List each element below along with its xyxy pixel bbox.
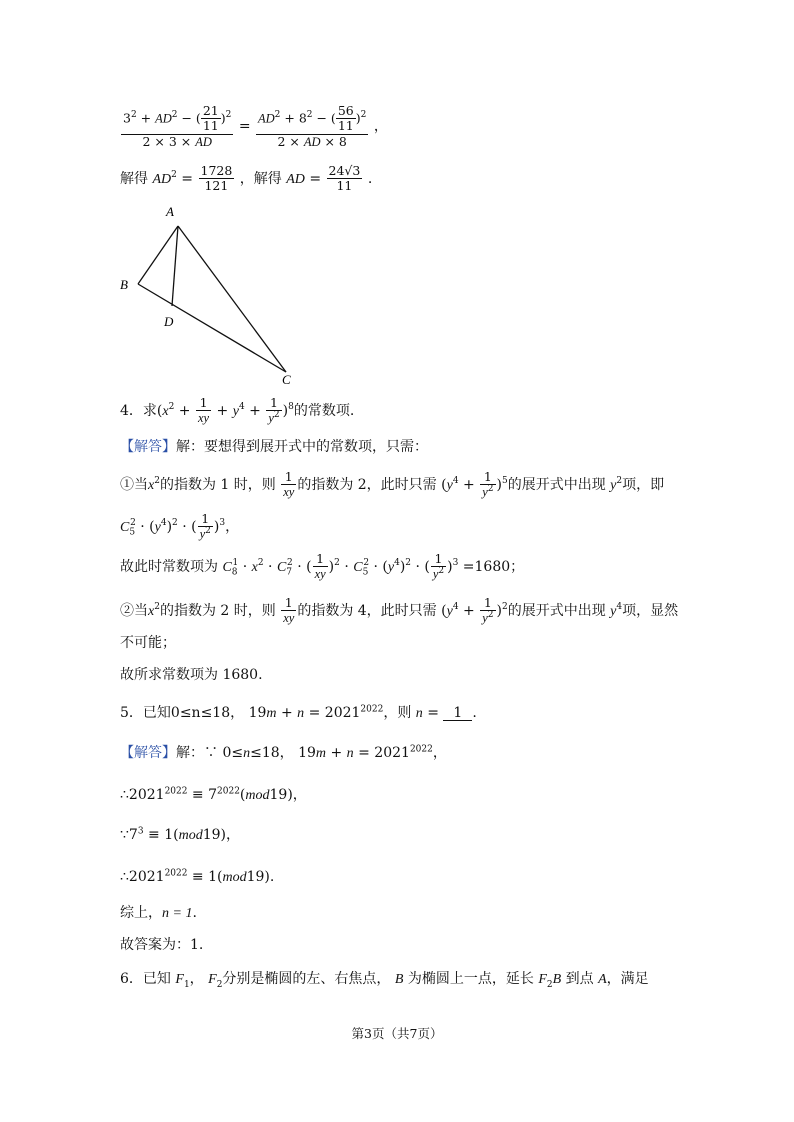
- q4-case1: ①当$x^2$的指数为 1 时，则 $\frac{1}{xy}$ 的指数为 2，此时只需 ($y^4$ + $\frac{1}{y^2}$ )$^5$的展开式中出现 $y^2$项，即: [120, 469, 665, 500]
- q6-statement: 6．已知 $F_1$， $F_2$分别是椭圆的左、右焦点， B 为椭圆上一点，延长 $F_2B$ 到点 A，满足: [120, 971, 649, 990]
- segment-ad: [172, 226, 178, 306]
- q5-step3: $\therefore 2021^{2022} \equiv 1(mod19)$.: [120, 868, 275, 885]
- ad-solution-line: 解得 $AD^2$ = $\frac{1728}{121}$ ，解得 AD = $\frac{24√3}{11}$ .: [120, 163, 373, 194]
- q4-case2-cont: 不可能；: [120, 635, 176, 651]
- q5-final: 故答案为：1.: [120, 937, 204, 953]
- q5-step2: $\because 7^3 \equiv 1(mod19)$，: [120, 826, 240, 843]
- q4-conclusion: 故所求常数项为 1680.: [120, 667, 263, 683]
- q5-statement: 5．已知0≤n≤18， $19m + n = 2021^{2022}$，则 n = 1 .: [120, 704, 477, 721]
- q5-answer-blank: 1: [443, 706, 472, 721]
- q5-answer-intro: 【解答】解：∵ 0≤n≤18， $19m + n = 2021^{2022}$，: [120, 744, 447, 761]
- q4-statement: 4．求($x^2$ + $\frac{1}{xy}$ + $y^4$ + $\frac{1}{y^2}$ )$^8$的常数项.: [120, 395, 355, 426]
- label-a: A: [166, 204, 174, 219]
- side-ab: [138, 226, 178, 284]
- q4-case1-term: $C_5^2 \cdot (y^4)^2$ · ( $\frac{1}{y^2}$ )$^3$，: [120, 511, 240, 542]
- page-footer: 第3页（共7页）: [351, 1026, 443, 1041]
- label-d: D: [164, 314, 174, 329]
- q4-case2: ②当$x^2$的指数为 2 时，则 $\frac{1}{xy}$ 的指数为 4，此时只需 ($y^4$ + $\frac{1}{y^2}$ )$^2$的展开式中出现 $y^4$项，显然: [120, 595, 679, 626]
- q4-answer-intro: 【解答】解：要想得到展开式中的常数项，只需：: [120, 439, 428, 455]
- answer-tag: 【解答】: [120, 439, 176, 455]
- label-c: C: [282, 372, 291, 384]
- side-ac: [178, 226, 286, 372]
- label-b: B: [120, 277, 128, 292]
- cosine-equation: $3^2 + AD^2$ − ( $\frac{21}{11}$ )$^2$ 2 × 3 × AD = $AD^2 + 8^2$ − ( $\frac{56}{11}$ )$^2$ 2 × AD × 8 ，: [123, 103, 388, 149]
- triangle-diagram: [110, 200, 310, 384]
- answer-tag: 【解答】: [120, 745, 176, 761]
- q5-step1: $\therefore 2021^{2022} \equiv 7^{2022}(mod19)$，: [120, 786, 307, 803]
- side-bc: [138, 284, 286, 372]
- q4-case1-result: 故此时常数项为 $C_8^1 \cdot x^2 \cdot C_7^2$ · ( $\frac{1}{xy}$ )$^2 \cdot C_5^2 \cdot (y^4)^2$ · ( $\frac{1}{y^2}$ )$^3$ =1680；: [120, 551, 525, 582]
- q5-summary: 综上，n = 1.: [120, 905, 197, 921]
